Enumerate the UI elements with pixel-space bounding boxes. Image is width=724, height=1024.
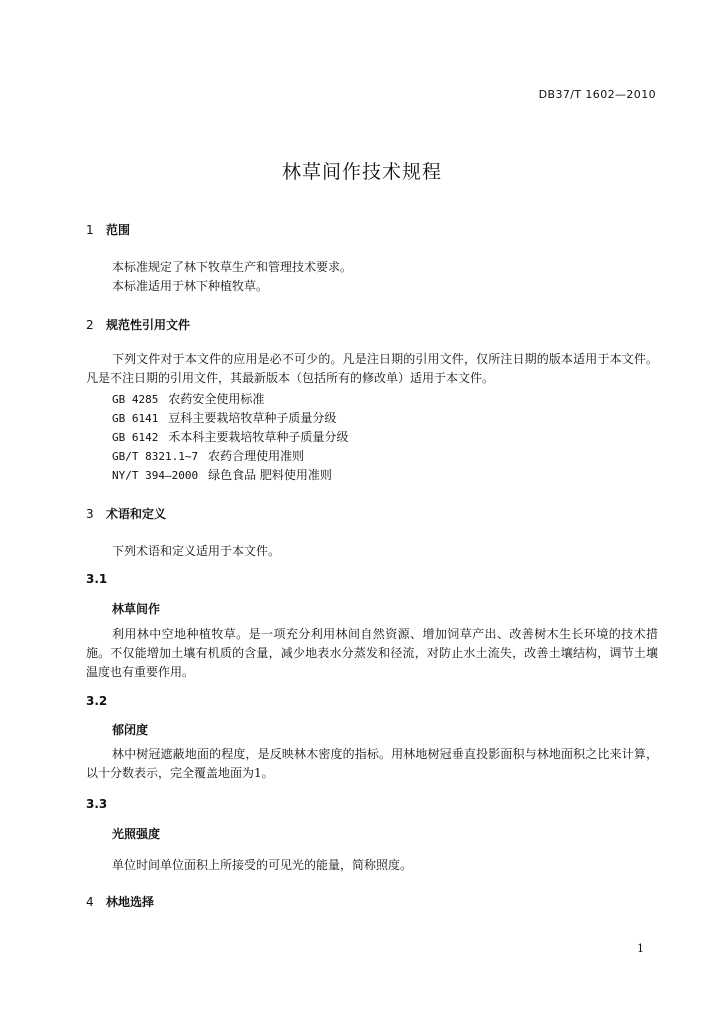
term-heading: 林草间作 [112,602,161,616]
subsection-number: 3.1 [86,572,108,586]
document-title: 林草间作技术规程 [281,161,442,183]
reference-name: 农药合理使用准则 [208,449,305,463]
scope-line-1: 本标准规定了林下牧草生产和管理技术要求。 [112,260,353,274]
term-definition: 林中树冠遮蔽地面的程度，是反映林木密度的指标。用林地树冠垂直投影面积与林地面积之比来计算，以十分数表示，完全覆盖地面为1。 [86,747,658,780]
reference-item [112,466,332,483]
reference-item [112,428,348,445]
section-3-heading [86,505,166,522]
reference-name: 禾本科主要栽培牧草种子质量分级 [168,430,349,444]
reference-code: GB 6142 [112,431,159,444]
term-heading: 光照强度 [112,827,161,841]
term-definition: 单位时间单位面积上所接受的可见光的能量，简称照度。 [112,858,413,872]
section-title: 规范性引用文件 [106,318,191,332]
section-number: 1 [86,223,94,237]
reference-code: NY/T 394—2000 [112,469,199,482]
section-4-heading [86,893,154,910]
scope-line-2: 本标准适用于林下种植牧草。 [112,279,269,293]
section-number: 2 [86,318,94,332]
reference-name: 豆科主要栽培牧草种子质量分级 [168,411,337,425]
terms-intro: 下列术语和定义适用于本文件。 [112,544,281,558]
term-definition: 利用林中空地种植牧草。是一项充分利用林间自然资源、增加饲草产出、改善树木生长环境的技术措施。不仅能增加土壤有机质的含量，减少地表水分蒸发和径流，对防止水土流失，改善土壤结构，调节土壤温度也有重要作用。 [86,627,658,679]
reference-item [112,390,264,407]
reference-code: GB/T 8321.1~7 [112,450,199,463]
reference-code: GB 6141 [112,412,159,425]
section-title: 林地选择 [106,895,155,909]
section-title: 术语和定义 [106,507,167,521]
section-number: 3 [86,507,94,521]
term-heading: 郁闭度 [112,723,149,737]
reference-item [112,447,304,464]
reference-item [112,409,336,426]
section-title: 范围 [106,223,131,237]
standard-code: DB37/T 1602—2010 [538,88,656,101]
page-number: 1 [637,942,644,955]
section-1-heading [86,221,130,238]
reference-name: 绿色食品 肥料使用准则 [208,468,332,482]
references-intro: 下列文件对于本文件的应用是必不可少的。凡是注日期的引用文件，仅所注日期的版本适用于本文件。凡是不注日期的引用文件，其最新版本（包括所有的修改单）适用于本文件。 [86,352,658,385]
subsection-number: 3.2 [86,694,108,708]
reference-name: 农药安全使用标准 [168,392,265,406]
subsection-number: 3.3 [86,797,108,811]
section-number: 4 [86,895,94,909]
section-2-heading [86,316,190,333]
reference-code: GB 4285 [112,393,159,406]
